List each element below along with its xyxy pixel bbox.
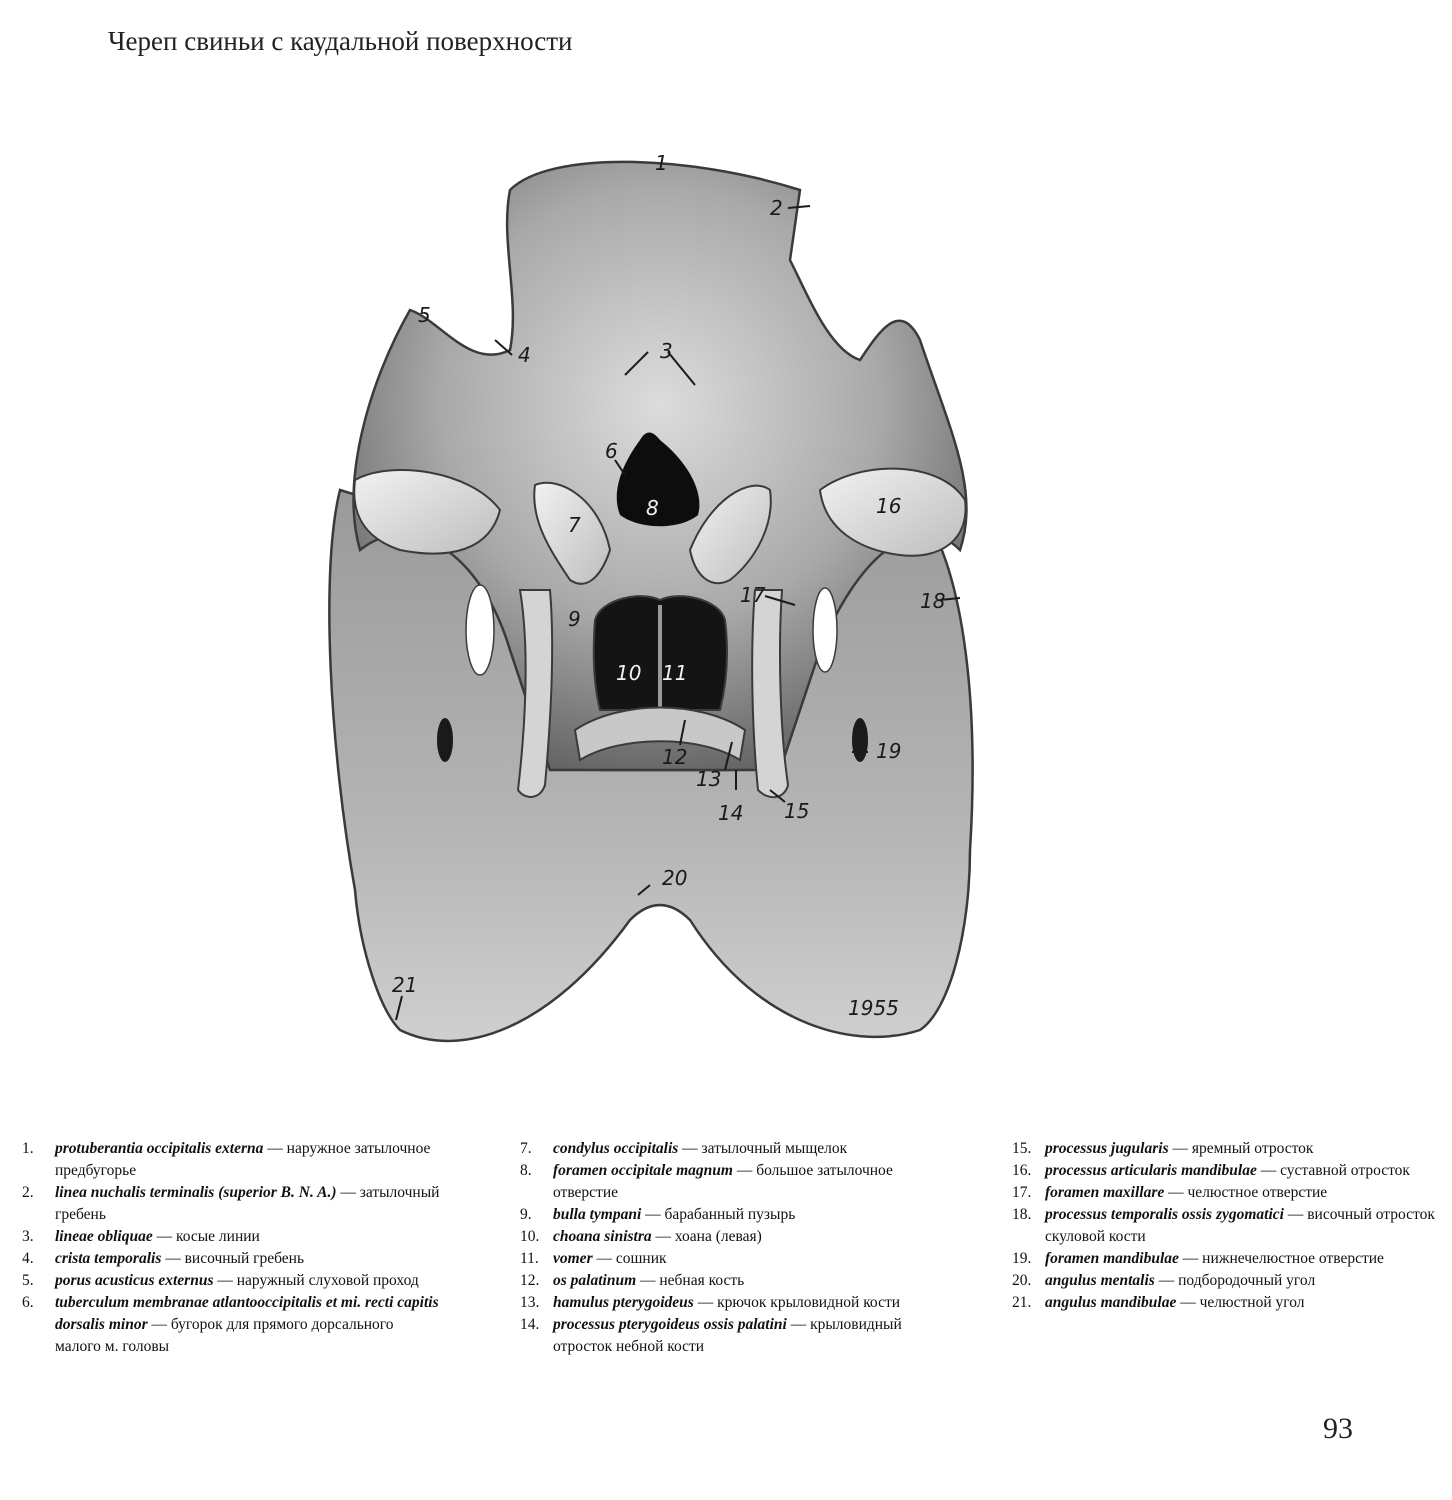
legend-term: linea nuchalis terminalis (superior B. N. A.) (55, 1184, 337, 1201)
legend-term: processus jugularis (1045, 1140, 1169, 1157)
callout-21: 21 (392, 973, 418, 997)
right-mandibular-foramen (852, 718, 868, 762)
legend-desc: — нижнечелюстное отверстие (1178, 1250, 1384, 1267)
callout-15: 15 (784, 799, 810, 823)
skull-illustration (300, 130, 1020, 1060)
legend-desc: — барабанный пузырь (641, 1206, 796, 1223)
legend-desc: — косые линии (152, 1228, 260, 1245)
callout-4: 4 (518, 343, 531, 367)
page-number: 93 (1323, 1412, 1353, 1445)
legend-term: protuberantia occipitalis externa (55, 1140, 264, 1157)
legend-column-3 (1012, 1138, 1442, 1314)
legend-entry-1 (22, 1138, 442, 1182)
legend-num: 3. (22, 1228, 34, 1245)
legend-entry-19 (1012, 1248, 1442, 1270)
callout-9: 9 (568, 607, 581, 631)
legend-num: 5. (22, 1272, 34, 1289)
legend-entry-16 (1012, 1160, 1442, 1182)
legend-term: condylus occipitalis (553, 1140, 679, 1157)
legend-entry-5 (22, 1270, 442, 1292)
legend-entry-21 (1012, 1292, 1442, 1314)
legend-term: processus temporalis ossis zygomatici (1045, 1206, 1284, 1223)
legend-num: 14. (520, 1316, 540, 1333)
callout-10: 10 (616, 661, 642, 685)
legend-num: 20. (1012, 1272, 1032, 1289)
legend-num: 7. (520, 1140, 532, 1157)
legend-desc: — наружное затылочное предбугорье (55, 1140, 431, 1179)
callout-6: 6 (605, 439, 618, 463)
legend-desc: — челюстное отверстие (1164, 1184, 1328, 1201)
legend-term: hamulus pterygoideus (553, 1294, 694, 1311)
legend-entry-7 (520, 1138, 940, 1160)
legend-num: 19. (1012, 1250, 1032, 1267)
callout-8: 8 (646, 496, 659, 520)
legend-desc: — подбородочный угол (1154, 1272, 1316, 1289)
legend-entry-4 (22, 1248, 442, 1270)
legend-desc: — большое затылочное отверстие (553, 1162, 893, 1201)
legend-desc: — височный гребень (161, 1250, 305, 1267)
legend-term: processus pterygoideus ossis palatini (553, 1316, 787, 1333)
right-gap (813, 588, 837, 672)
page-title: Череп свиньи с каудальной поверхности (108, 26, 573, 56)
legend-desc: — небная кость (636, 1272, 745, 1289)
legend-desc: — височный отросток скуловой кости (1045, 1206, 1435, 1245)
legend-entry-13 (520, 1292, 940, 1314)
legend-num: 8. (520, 1162, 532, 1179)
legend-entry-2 (22, 1182, 442, 1226)
legend-entry-20 (1012, 1270, 1442, 1292)
legend-entry-12 (520, 1270, 940, 1292)
callout-7: 7 (568, 513, 581, 537)
legend-desc: — затылочный гребень (55, 1184, 440, 1223)
legend-term: tuberculum membranae atlantooccipitalis et mi. recti capitis dorsalis minor (55, 1294, 439, 1333)
legend-desc: — челюстной угол (1176, 1294, 1305, 1311)
legend-num: 4. (22, 1250, 34, 1267)
callout-2: 2 (770, 196, 783, 220)
legend-term: angulus mandibulae (1045, 1294, 1177, 1311)
legend-term: foramen mandibulae (1045, 1250, 1179, 1267)
skull-drawing (300, 130, 1020, 1060)
legend-entry-8 (520, 1160, 940, 1204)
callout-20: 20 (662, 866, 688, 890)
legend-term: foramen maxillare (1045, 1184, 1165, 1201)
legend-term: lineae obliquae (55, 1228, 153, 1245)
legend-entry-17 (1012, 1182, 1442, 1204)
legend-term: processus articularis mandibulae (1045, 1162, 1257, 1179)
legend-term: choana sinistra (553, 1228, 652, 1245)
callout-13: 13 (696, 767, 722, 791)
legend-entry-6 (22, 1292, 442, 1358)
legend-num: 21. (1012, 1294, 1032, 1311)
legend-num: 6. (22, 1294, 34, 1311)
legend-term: angulus mentalis (1045, 1272, 1155, 1289)
legend-term: os palatinum (553, 1272, 637, 1289)
legend-desc: — затылочный мыщелок (678, 1140, 848, 1157)
callout-14: 14 (718, 801, 744, 825)
legend-entry-18 (1012, 1204, 1442, 1248)
legend-term: foramen occipitale magnum (553, 1162, 733, 1179)
legend-num: 11. (520, 1250, 539, 1267)
legend-desc: — яремный отросток (1168, 1140, 1314, 1157)
legend-desc: — сошник (592, 1250, 667, 1267)
legend-term: crista temporalis (55, 1250, 162, 1267)
legend-num: 12. (520, 1272, 540, 1289)
legend-num: 16. (1012, 1162, 1032, 1179)
legend-desc: — наружный слуховой проход (213, 1272, 419, 1289)
legend-term: porus acusticus externus (55, 1272, 214, 1289)
legend-column-2 (520, 1138, 940, 1358)
legend-column-1 (22, 1138, 442, 1358)
legend-desc: — суставной отросток (1256, 1162, 1410, 1179)
legend-entry-14 (520, 1314, 940, 1358)
legend-num: 15. (1012, 1140, 1032, 1157)
left-gap (466, 585, 494, 675)
callout-16: 16 (876, 494, 902, 518)
callout-17: 17 (740, 583, 766, 607)
legend-num: 9. (520, 1206, 532, 1223)
callout-1: 1 (655, 151, 668, 175)
legend-desc: — крыловидный отросток небной кости (553, 1316, 902, 1355)
legend-num: 18. (1012, 1206, 1032, 1223)
legend-entry-10 (520, 1226, 940, 1248)
legend-num: 10. (520, 1228, 540, 1245)
legend-num: 2. (22, 1184, 34, 1201)
legend-num: 13. (520, 1294, 540, 1311)
legend-num: 17. (1012, 1184, 1032, 1201)
legend-desc: — хоана (левая) (651, 1228, 762, 1245)
callout-11: 11 (662, 661, 688, 685)
callout-18: 18 (920, 589, 946, 613)
callout-12: 12 (662, 745, 688, 769)
legend-entry-15 (1012, 1138, 1442, 1160)
left-mandibular-foramen (437, 718, 453, 762)
legend-entry-11 (520, 1248, 940, 1270)
legend-desc: — бугорок для прямого дорсального малого м. головы (55, 1316, 394, 1355)
legend-entry-3 (22, 1226, 442, 1248)
legend-term: bulla tympani (553, 1206, 642, 1223)
legend-desc: — крючок крыловидной кости (693, 1294, 901, 1311)
callout-3: 3 (660, 339, 673, 363)
legend-term: vomer (553, 1250, 593, 1267)
legend-entry-9 (520, 1204, 940, 1226)
callout-19: 19 (876, 739, 902, 763)
legend-num: 1. (22, 1140, 34, 1157)
artist-signature: 1955 (848, 996, 899, 1020)
callout-5: 5 (418, 303, 431, 327)
